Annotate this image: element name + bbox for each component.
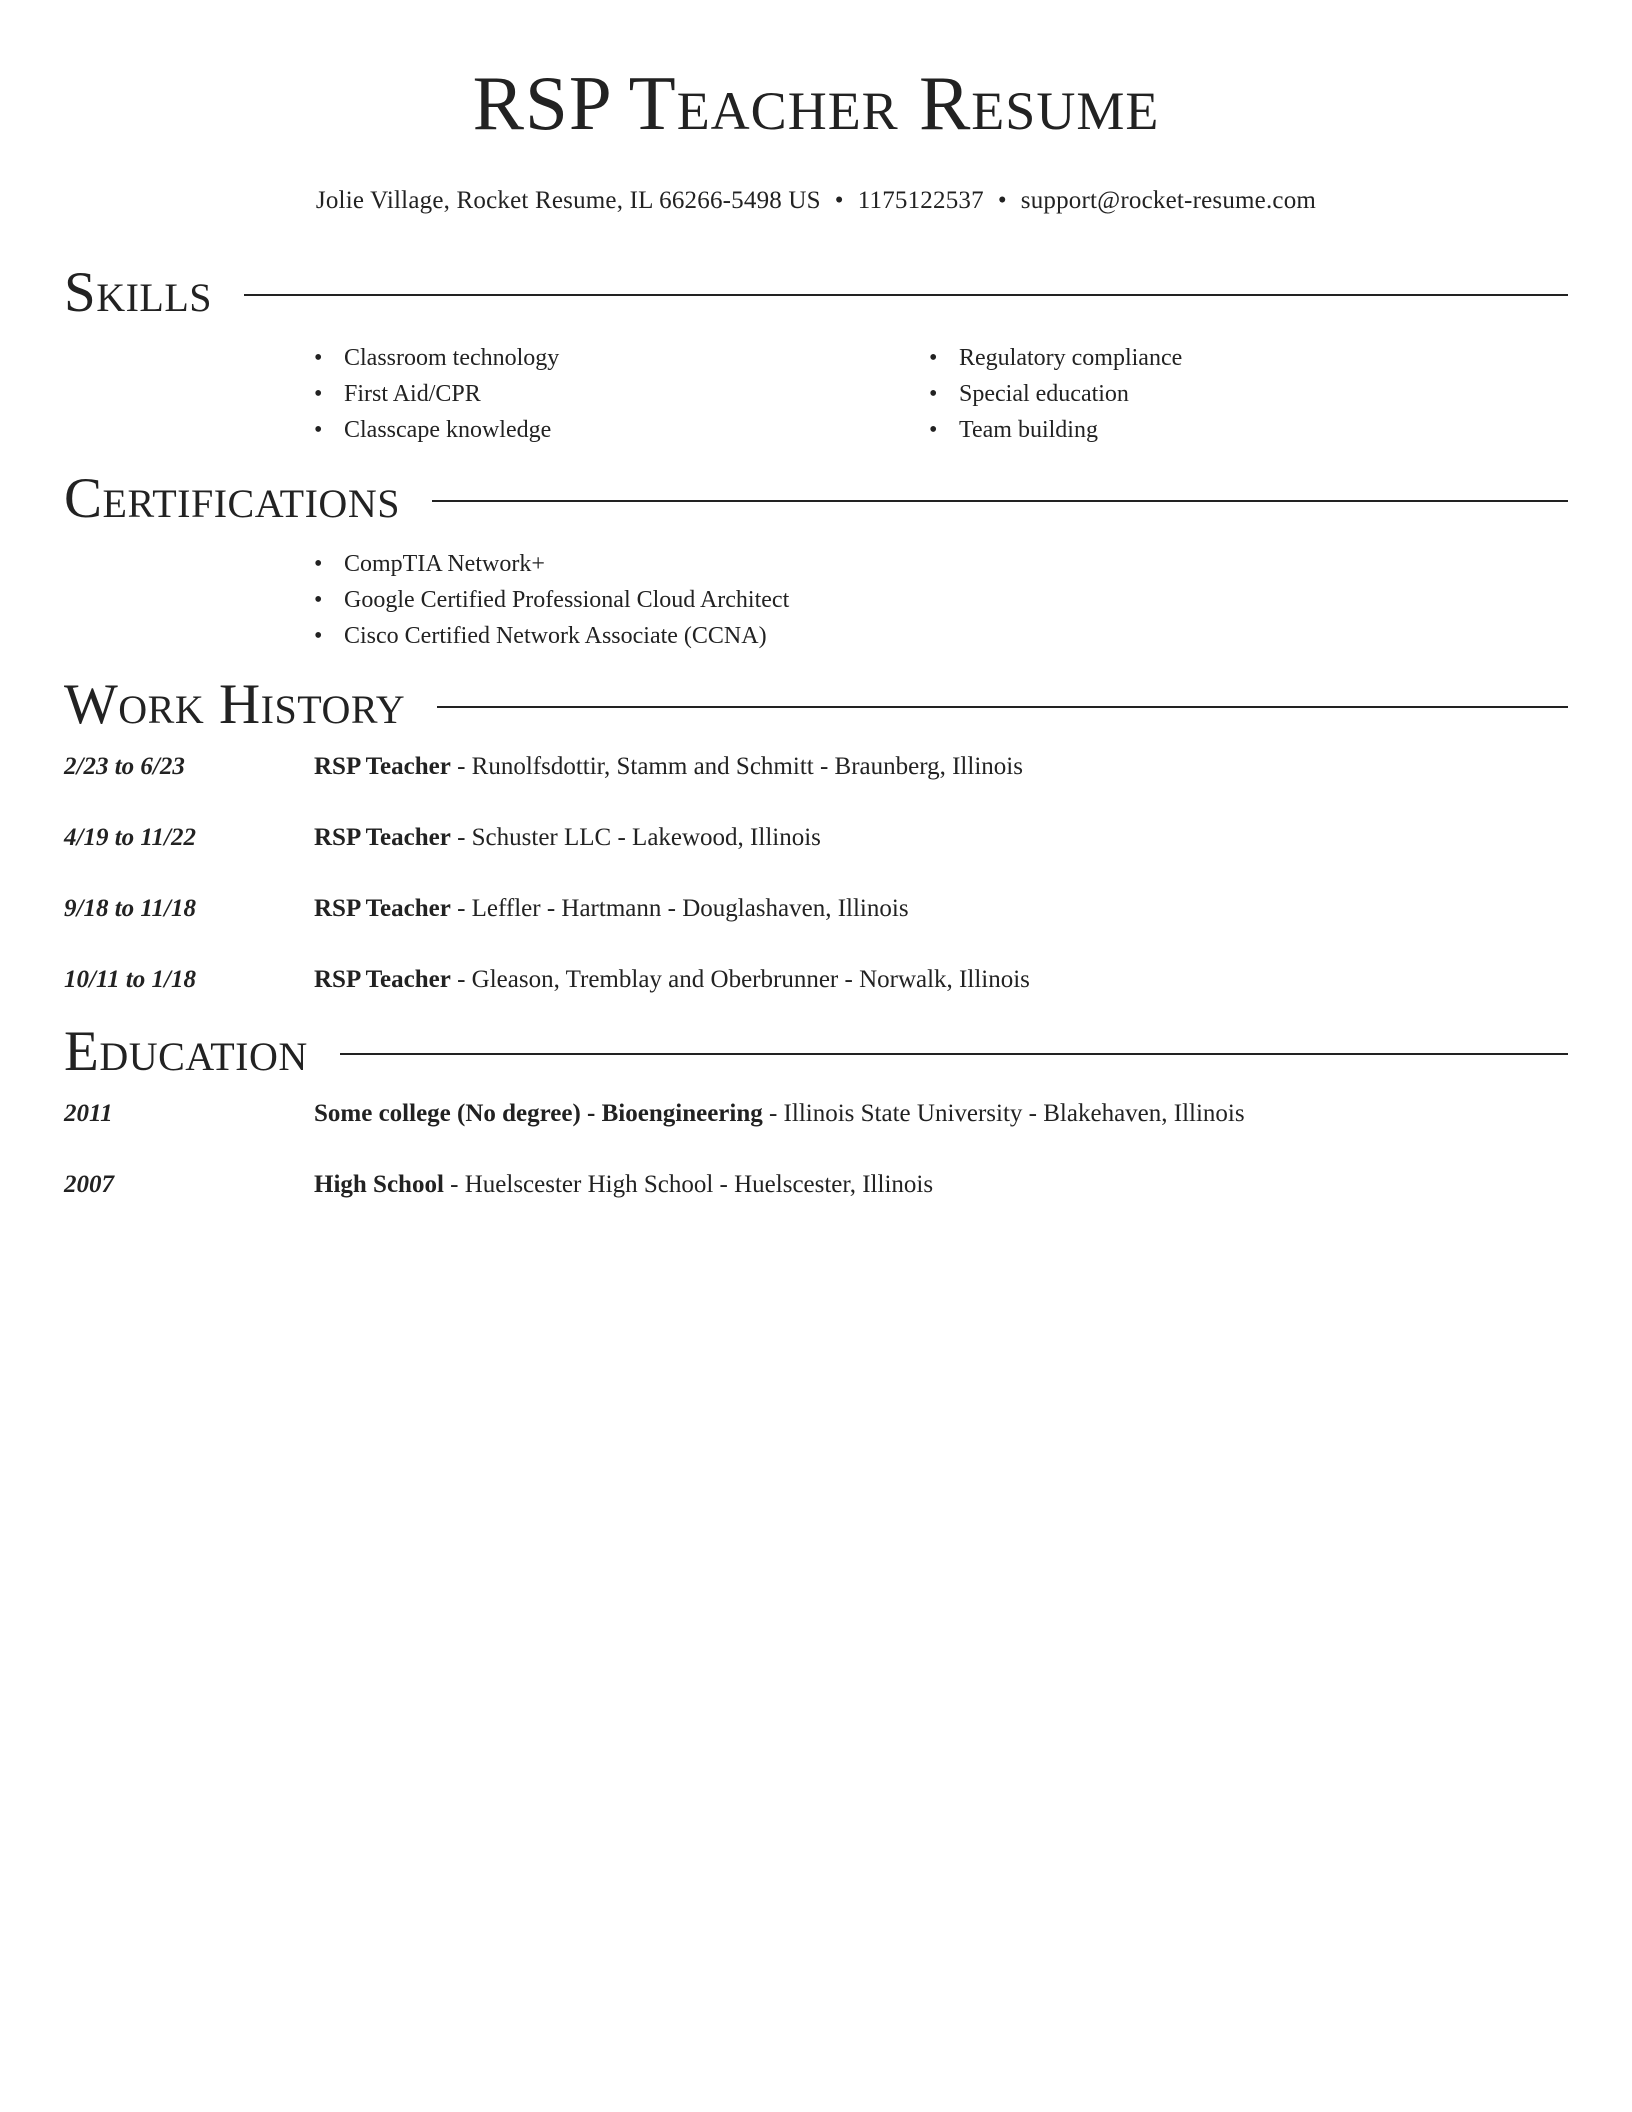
resume-title: RSP Teacher Resume <box>472 60 1160 146</box>
work-dates: 2/23 to 6/23 <box>64 753 185 780</box>
job-title: RSP Teacher <box>314 824 451 851</box>
education-description <box>314 1099 1245 1129</box>
job-details: - Leffler - Hartmann - Douglashaven, Illinois <box>450 895 909 922</box>
contact-separator: • <box>834 187 844 214</box>
work-description <box>314 752 1023 782</box>
work-description <box>314 823 821 853</box>
skills-column-left <box>314 340 929 448</box>
section-divider <box>244 294 1568 296</box>
work-history-section-header <box>64 672 1568 738</box>
job-details: - Runolfsdottir, Stamm and Schmitt - Braunberg, Illinois <box>450 753 1023 780</box>
address: Jolie Village, Rocket Resume, IL 66266-5498 US <box>315 187 821 214</box>
skills-column-right <box>929 340 1544 448</box>
education-description <box>314 1170 933 1200</box>
section-divider <box>432 500 1568 502</box>
work-history-heading: Work History <box>64 673 406 736</box>
education-entry <box>64 1099 1568 1129</box>
work-dates: 4/19 to 11/22 <box>64 824 196 851</box>
work-dates: 9/18 to 11/18 <box>64 895 196 922</box>
job-title: RSP Teacher <box>314 895 451 922</box>
skills-list <box>314 340 1568 448</box>
work-history-list <box>64 752 1568 995</box>
section-divider <box>437 706 1568 708</box>
education-heading: Education <box>64 1020 308 1083</box>
education-year: 2007 <box>64 1171 114 1198</box>
certifications-items <box>314 546 1568 654</box>
certification-item: • Cisco Certified Network Associate (CCNA) <box>314 618 1568 654</box>
school-details: - Illinois State University - Blakehaven, Illinois <box>762 1100 1245 1127</box>
certifications-section-header <box>64 466 1568 532</box>
phone: 1175122537 <box>857 187 984 214</box>
certification-item: • Google Certified Professional Cloud Architect <box>314 582 1568 618</box>
skill-item: • Classroom technology <box>314 340 929 376</box>
contact-separator: • <box>997 187 1007 214</box>
work-description <box>314 965 1030 995</box>
work-entry <box>64 823 1568 853</box>
work-description <box>314 894 909 924</box>
skill-item: • Special education <box>929 376 1544 412</box>
school-details: - Huelscester High School - Huelscester, Illinois <box>443 1171 934 1198</box>
skills-section-header <box>64 260 1568 326</box>
skill-item: • Classcape knowledge <box>314 412 929 448</box>
degree: High School <box>314 1171 444 1198</box>
skill-item: • Team building <box>929 412 1544 448</box>
skills-heading: Skills <box>64 261 213 324</box>
education-entry <box>64 1170 1568 1200</box>
education-section-header <box>64 1019 1568 1085</box>
skill-item: • Regulatory compliance <box>929 340 1544 376</box>
certification-item: • CompTIA Network+ <box>314 546 1568 582</box>
certifications-list <box>314 546 1568 654</box>
education-year: 2011 <box>64 1100 113 1127</box>
job-title: RSP Teacher <box>314 966 451 993</box>
job-details: - Schuster LLC - Lakewood, Illinois <box>450 824 821 851</box>
skill-item: • First Aid/CPR <box>314 376 929 412</box>
job-details: - Gleason, Tremblay and Oberbrunner - Norwalk, Illinois <box>450 966 1030 993</box>
certifications-heading: Certifications <box>64 467 400 530</box>
degree: Some college (No degree) - Bioengineering <box>314 1100 763 1127</box>
work-entry <box>64 752 1568 782</box>
contact-line <box>64 186 1568 216</box>
work-entry <box>64 965 1568 995</box>
work-entry <box>64 894 1568 924</box>
email: support@rocket-resume.com <box>1020 187 1317 214</box>
job-title: RSP Teacher <box>314 753 451 780</box>
education-list <box>64 1099 1568 1200</box>
work-dates: 10/11 to 1/18 <box>64 966 196 993</box>
section-divider <box>340 1053 1568 1055</box>
